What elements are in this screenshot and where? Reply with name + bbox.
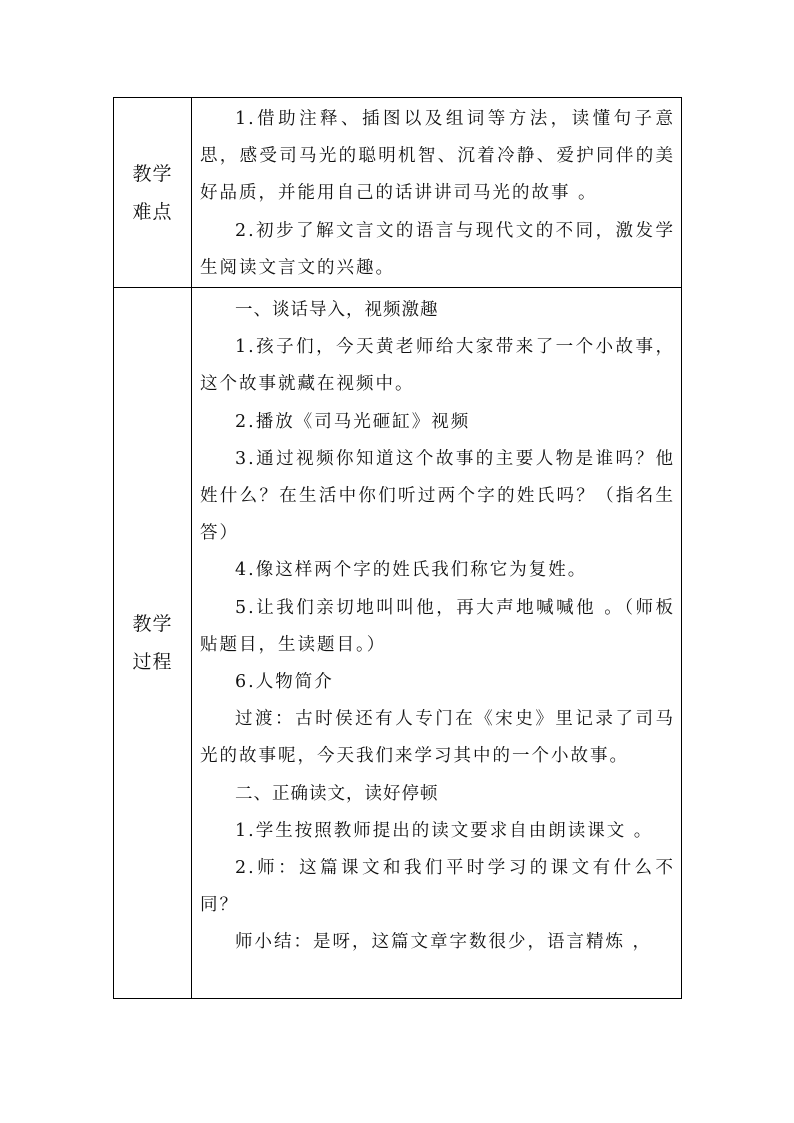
row-label-line: 过程: [132, 651, 173, 674]
section-heading: 二、正确读文，读好停顿: [235, 783, 439, 804]
paragraph: 6.人物简介: [235, 672, 334, 693]
row-label-line: 难点: [132, 200, 173, 223]
row-content-cell: [192, 98, 682, 288]
paragraph: 4.像这样两个字的姓氏我们称它为复姓。: [235, 560, 588, 581]
row-content-cell: [192, 288, 682, 999]
paragraph: 3.通过视频你知道这个故事的主要人物是谁吗？他姓什么？在生活中你们听过两个字的姓氏吗？（指名生答）: [200, 448, 675, 544]
row-label-cell: [114, 98, 192, 288]
paragraph: 1.学生按照教师提出的读文要求自由朗读课文 。: [235, 820, 654, 841]
paragraph: 2.初步了解文言文的语言与现代文的不同，激发学生阅读文言文的兴趣。: [200, 220, 675, 278]
table-row-teaching-difficulties: [114, 98, 682, 288]
lesson-plan-table: [113, 97, 682, 999]
paragraph: 5.让我们亲切地叫叫他，再大声地喊喊他 。（师板贴题目，生读题目。）: [200, 597, 675, 655]
paragraph: 1.借助注释、插图以及组词等方法，读懂句子意思，感受司马光的聪明机智、沉着冷静、爱护同伴的美好品质，并能用自己的话讲讲司马光的故事 。: [200, 109, 675, 204]
paragraph: 1.孩子们，今天黄老师给大家带来了一个小故事，这个故事就藏在视频中。: [200, 337, 675, 395]
paragraph: 过渡：古时侯还有人专门在《宋史》里记录了司马光的故事呢，今天我们来学习其中的一个小故事。: [200, 709, 675, 767]
section-heading: 一、谈话导入，视频激趣: [235, 300, 439, 321]
row-label-cell: [114, 288, 192, 999]
row-label-line: 教学: [132, 162, 173, 185]
table-row-teaching-process: [114, 288, 682, 999]
row-label-line: 教学: [132, 613, 173, 636]
paragraph: 2.师：这篇课文和我们平时学习的课文有什么不同？: [200, 858, 675, 916]
paragraph: 师小结：是呀，这篇文章字数很少，语言精炼 ，: [235, 932, 653, 953]
paragraph: 2.播放《司马光砸缸》视频: [235, 411, 471, 432]
